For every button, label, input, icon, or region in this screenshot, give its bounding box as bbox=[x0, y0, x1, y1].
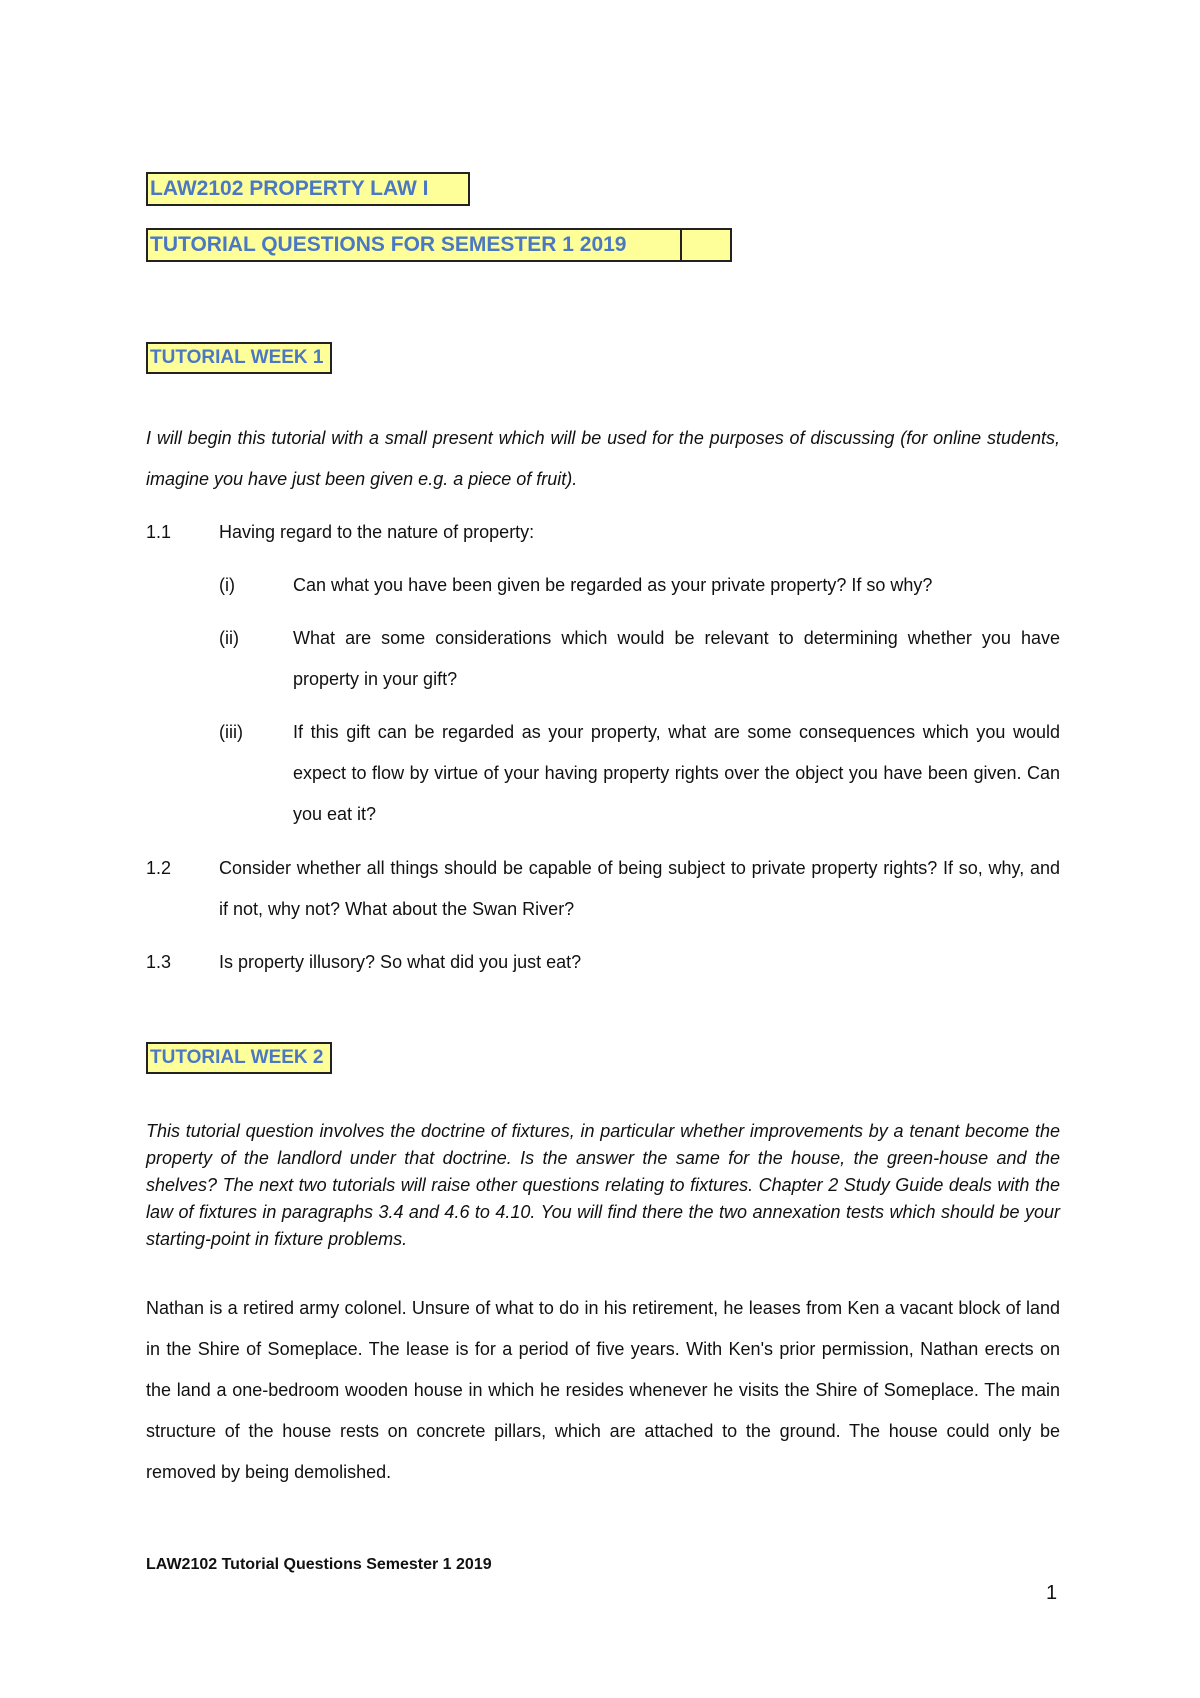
tutorial-week-1-heading: TUTORIAL WEEK 1 bbox=[146, 342, 332, 374]
q1-1-number: 1.1 bbox=[146, 522, 172, 542]
q1-2-number: 1.2 bbox=[146, 858, 172, 878]
page-number: 1 bbox=[1046, 1582, 1058, 1604]
heading-highlight-extension bbox=[680, 228, 732, 262]
q1-3-number: 1.3 bbox=[146, 952, 172, 972]
sub-iii-number: (iii) bbox=[219, 722, 243, 742]
week2-intro: This tutorial question involves the doctrine of fixtures, in particular whether improvements by a tenant become the property of the landlord under that doctrine. Is the answer the same for the house, the green-house and the shelves? The next two tutorials will raise other questions relating to fixtures. Chapter 2 Study Guide deals with the law of fixtures in paragraphs 3.4 and 4.6 to 4.10. You will find there the two annexation tests which should be your starting-point in fixture problems. bbox=[146, 1121, 1060, 1249]
sub-i-text: Can what you have been given be regarded as your private property? If so why? bbox=[293, 575, 933, 595]
sub-iii-text: If this gift can be regarded as your property, what are some consequences which you would expect to flow by virtue of your having property rights over the object you have been given. Can you eat it? bbox=[293, 722, 1060, 824]
q1-2-text: Consider whether all things should be capable of being subject to private property rights? If so, why, and if not, why not? What about the Swan River? bbox=[219, 858, 1060, 919]
footer-text: LAW2102 Tutorial Questions Semester 1 2019 bbox=[146, 1556, 492, 1573]
course-title: LAW2102 PROPERTY LAW I bbox=[146, 172, 470, 206]
sub-ii-text: What are some considerations which would be relevant to determining whether you have property in your gift? bbox=[293, 628, 1060, 689]
tutorial-questions-heading: TUTORIAL QUESTIONS FOR SEMESTER 1 2019 bbox=[146, 228, 682, 262]
tutorial-week-2-heading: TUTORIAL WEEK 2 bbox=[146, 1042, 332, 1074]
sub-i-number: (i) bbox=[219, 575, 235, 595]
q1-1-text: Having regard to the nature of property: bbox=[219, 522, 535, 542]
week1-intro: I will begin this tutorial with a small present which will be used for the purposes of discussing (for online students, imagine you have just been given e.g. a piece of fruit). bbox=[146, 428, 1060, 489]
week2-body: Nathan is a retired army colonel. Unsure of what to do in his retirement, he leases from Ken a vacant block of land in the Shire of Someplace. The lease is for a period of five years. With Ken's prior permission, Nathan erects on the land a one-bedroom wooden house in which he resides whenever he visits the Shire of Someplace. The main structure of the house rests on concrete pillars, which are attached to the ground. The house could only be removed by being demolished. bbox=[146, 1298, 1060, 1482]
sub-ii-number: (ii) bbox=[219, 628, 239, 648]
q1-3-text: Is property illusory? So what did you just eat? bbox=[219, 952, 582, 972]
